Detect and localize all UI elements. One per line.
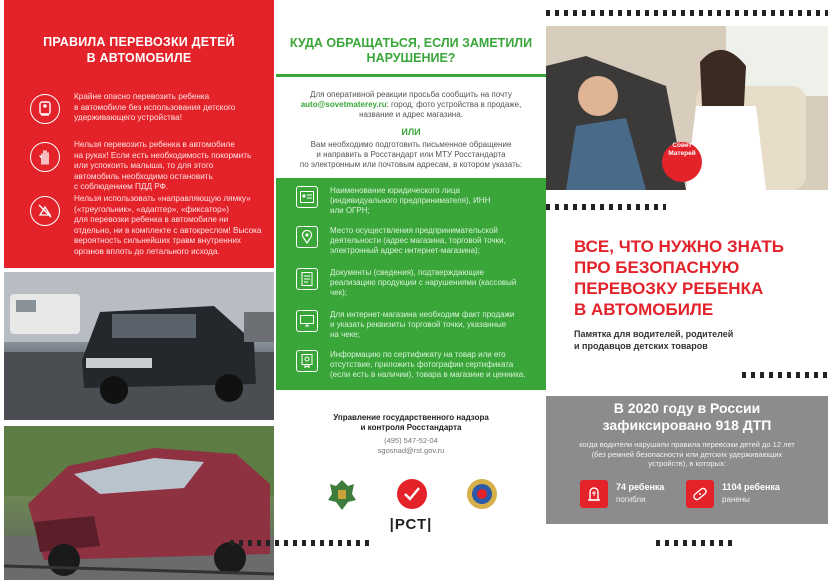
required-info-box bbox=[276, 178, 546, 390]
info-text: Документы (сведения), подтверждающие реализацию продукции с нарушениями (кассовый чек); bbox=[330, 268, 517, 297]
dotted-divider bbox=[546, 204, 666, 210]
title-divider bbox=[276, 74, 546, 77]
rules-title: ПРАВИЛА ПЕРЕВОЗКИ ДЕТЕЙ В АВТОМОБИЛЕ bbox=[43, 35, 235, 65]
stats-description: когда водители нарушили правила перевозки детей до 12 лет (без ремней безопасности или детских удерживающих устройств), в которых: bbox=[579, 440, 795, 468]
report-email-link[interactable]: auto@sovetmaterey.ru bbox=[300, 100, 387, 109]
russia-coat-of-arms-icon bbox=[324, 476, 360, 512]
monitor-icon bbox=[296, 310, 318, 332]
rst-logo: |РСТ| bbox=[389, 516, 433, 533]
written-appeal-text: Вам необходимо подготовить письменное обращение и направить в Росстандарт или МТУ Росстандарта по электронным или почтовым адресам, в котором указать: bbox=[299, 140, 523, 169]
stats-title: В 2020 году в России зафиксировано 918 ДТП bbox=[602, 400, 772, 433]
id-card-icon bbox=[296, 186, 318, 208]
department-contacts bbox=[276, 436, 546, 456]
violation-title: КУДА ОБРАЩАТЬСЯ, ЕСЛИ ЗАМЕТИЛИ НАРУШЕНИЕ? bbox=[289, 36, 533, 65]
rule-text: Крайне опасно перевозить ребенка в автомобиле без использования детского удерживающего устройства! bbox=[74, 92, 236, 123]
quick-report-text: Для оперативной реакции просьба сообщить на почту auto@sovetmaterey.ru: город, фото устройства в продаже, название и адрес магазина. bbox=[300, 90, 522, 119]
dotted-divider bbox=[742, 372, 828, 378]
rules-section bbox=[4, 0, 274, 268]
child-seat-icon bbox=[30, 94, 60, 124]
traffic-police-emblem-icon bbox=[464, 476, 500, 512]
middle-panel bbox=[276, 0, 546, 584]
brochure-subtitle: Памятка для водителей, родителей и продавцов детских товаров bbox=[574, 329, 734, 351]
sovet-materey-logo-icon bbox=[394, 476, 430, 512]
grave-icon bbox=[580, 480, 608, 508]
mother-child-car-photo bbox=[546, 26, 828, 190]
accident-stats-box: В 2020 году в России зафиксировано 918 ДТП когда водители нарушили правила перевозки детей до 12 лет (без ремней безопасности или детских удерживающих устройств), в которых: 74 ребенка погибли 1104 ребенка ранены bbox=[546, 396, 828, 524]
phone-number: (495) 547-52-04 bbox=[384, 436, 438, 445]
dotted-divider bbox=[656, 540, 736, 546]
rule-text: Нельзя использовать «направляющую лямку» («треугольник», «адаптер», «фиксатор») для перевозки ребенка в автомобиле ни отдельно, ни в комплекте с автокреслом! Высока вероятность сильнейших травм внутренних органов вплоть до летального исхода. bbox=[74, 194, 262, 256]
left-panel bbox=[4, 0, 274, 584]
wrecked-red-car-photo bbox=[4, 426, 274, 580]
rule-text: Нельзя перевозить ребенка в автомобиле на руках! Если есть необходимость покормить или успокоить малыша, то для этого автомобиль необходимо остановить с соблюдением ПДД РФ. bbox=[74, 140, 252, 192]
info-text: Наименование юридического лица (индивидуального предпринимателя), ИНН или ОГРН; bbox=[330, 186, 491, 215]
bandage-icon bbox=[686, 480, 714, 508]
rosstandart-department: Управление государственного надзора и контроля Росстандарта bbox=[333, 413, 489, 432]
or-label: ИЛИ bbox=[401, 127, 421, 137]
no-adapter-icon bbox=[30, 196, 60, 226]
info-text: Место осуществления предпринимательской деятельности (адрес магазина, торговой точки, электронный адрес интернет-магазина); bbox=[330, 226, 506, 255]
right-panel bbox=[546, 0, 828, 584]
crashed-car-photo bbox=[4, 272, 274, 420]
dotted-divider bbox=[546, 10, 828, 16]
location-pin-icon bbox=[296, 226, 318, 248]
stop-hand-icon bbox=[30, 142, 60, 172]
info-text: Для интернет-магазина необходим факт продажи и указать реквизиты торговой точки, указанные на чеке; bbox=[330, 310, 515, 339]
certificate-icon bbox=[296, 350, 318, 372]
document-icon bbox=[296, 268, 318, 290]
dotted-divider bbox=[230, 540, 370, 546]
sovet-materey-logo: Совет Матерей bbox=[668, 142, 696, 157]
brochure-title: ВСЕ, ЧТО НУЖНО ЗНАТЬ ПРО БЕЗОПАСНУЮ ПЕРЕВОЗКУ РЕБЕНКА В АВТОМОБИЛЕ bbox=[574, 237, 784, 319]
department-email[interactable]: sgosnad@rst.gov.ru bbox=[377, 446, 445, 455]
info-text: Информацию по сертификату на товар или его отсутствие, приложить фотографии сертификата (если есть в наличии), товара в магазине и ценника. bbox=[330, 350, 526, 379]
